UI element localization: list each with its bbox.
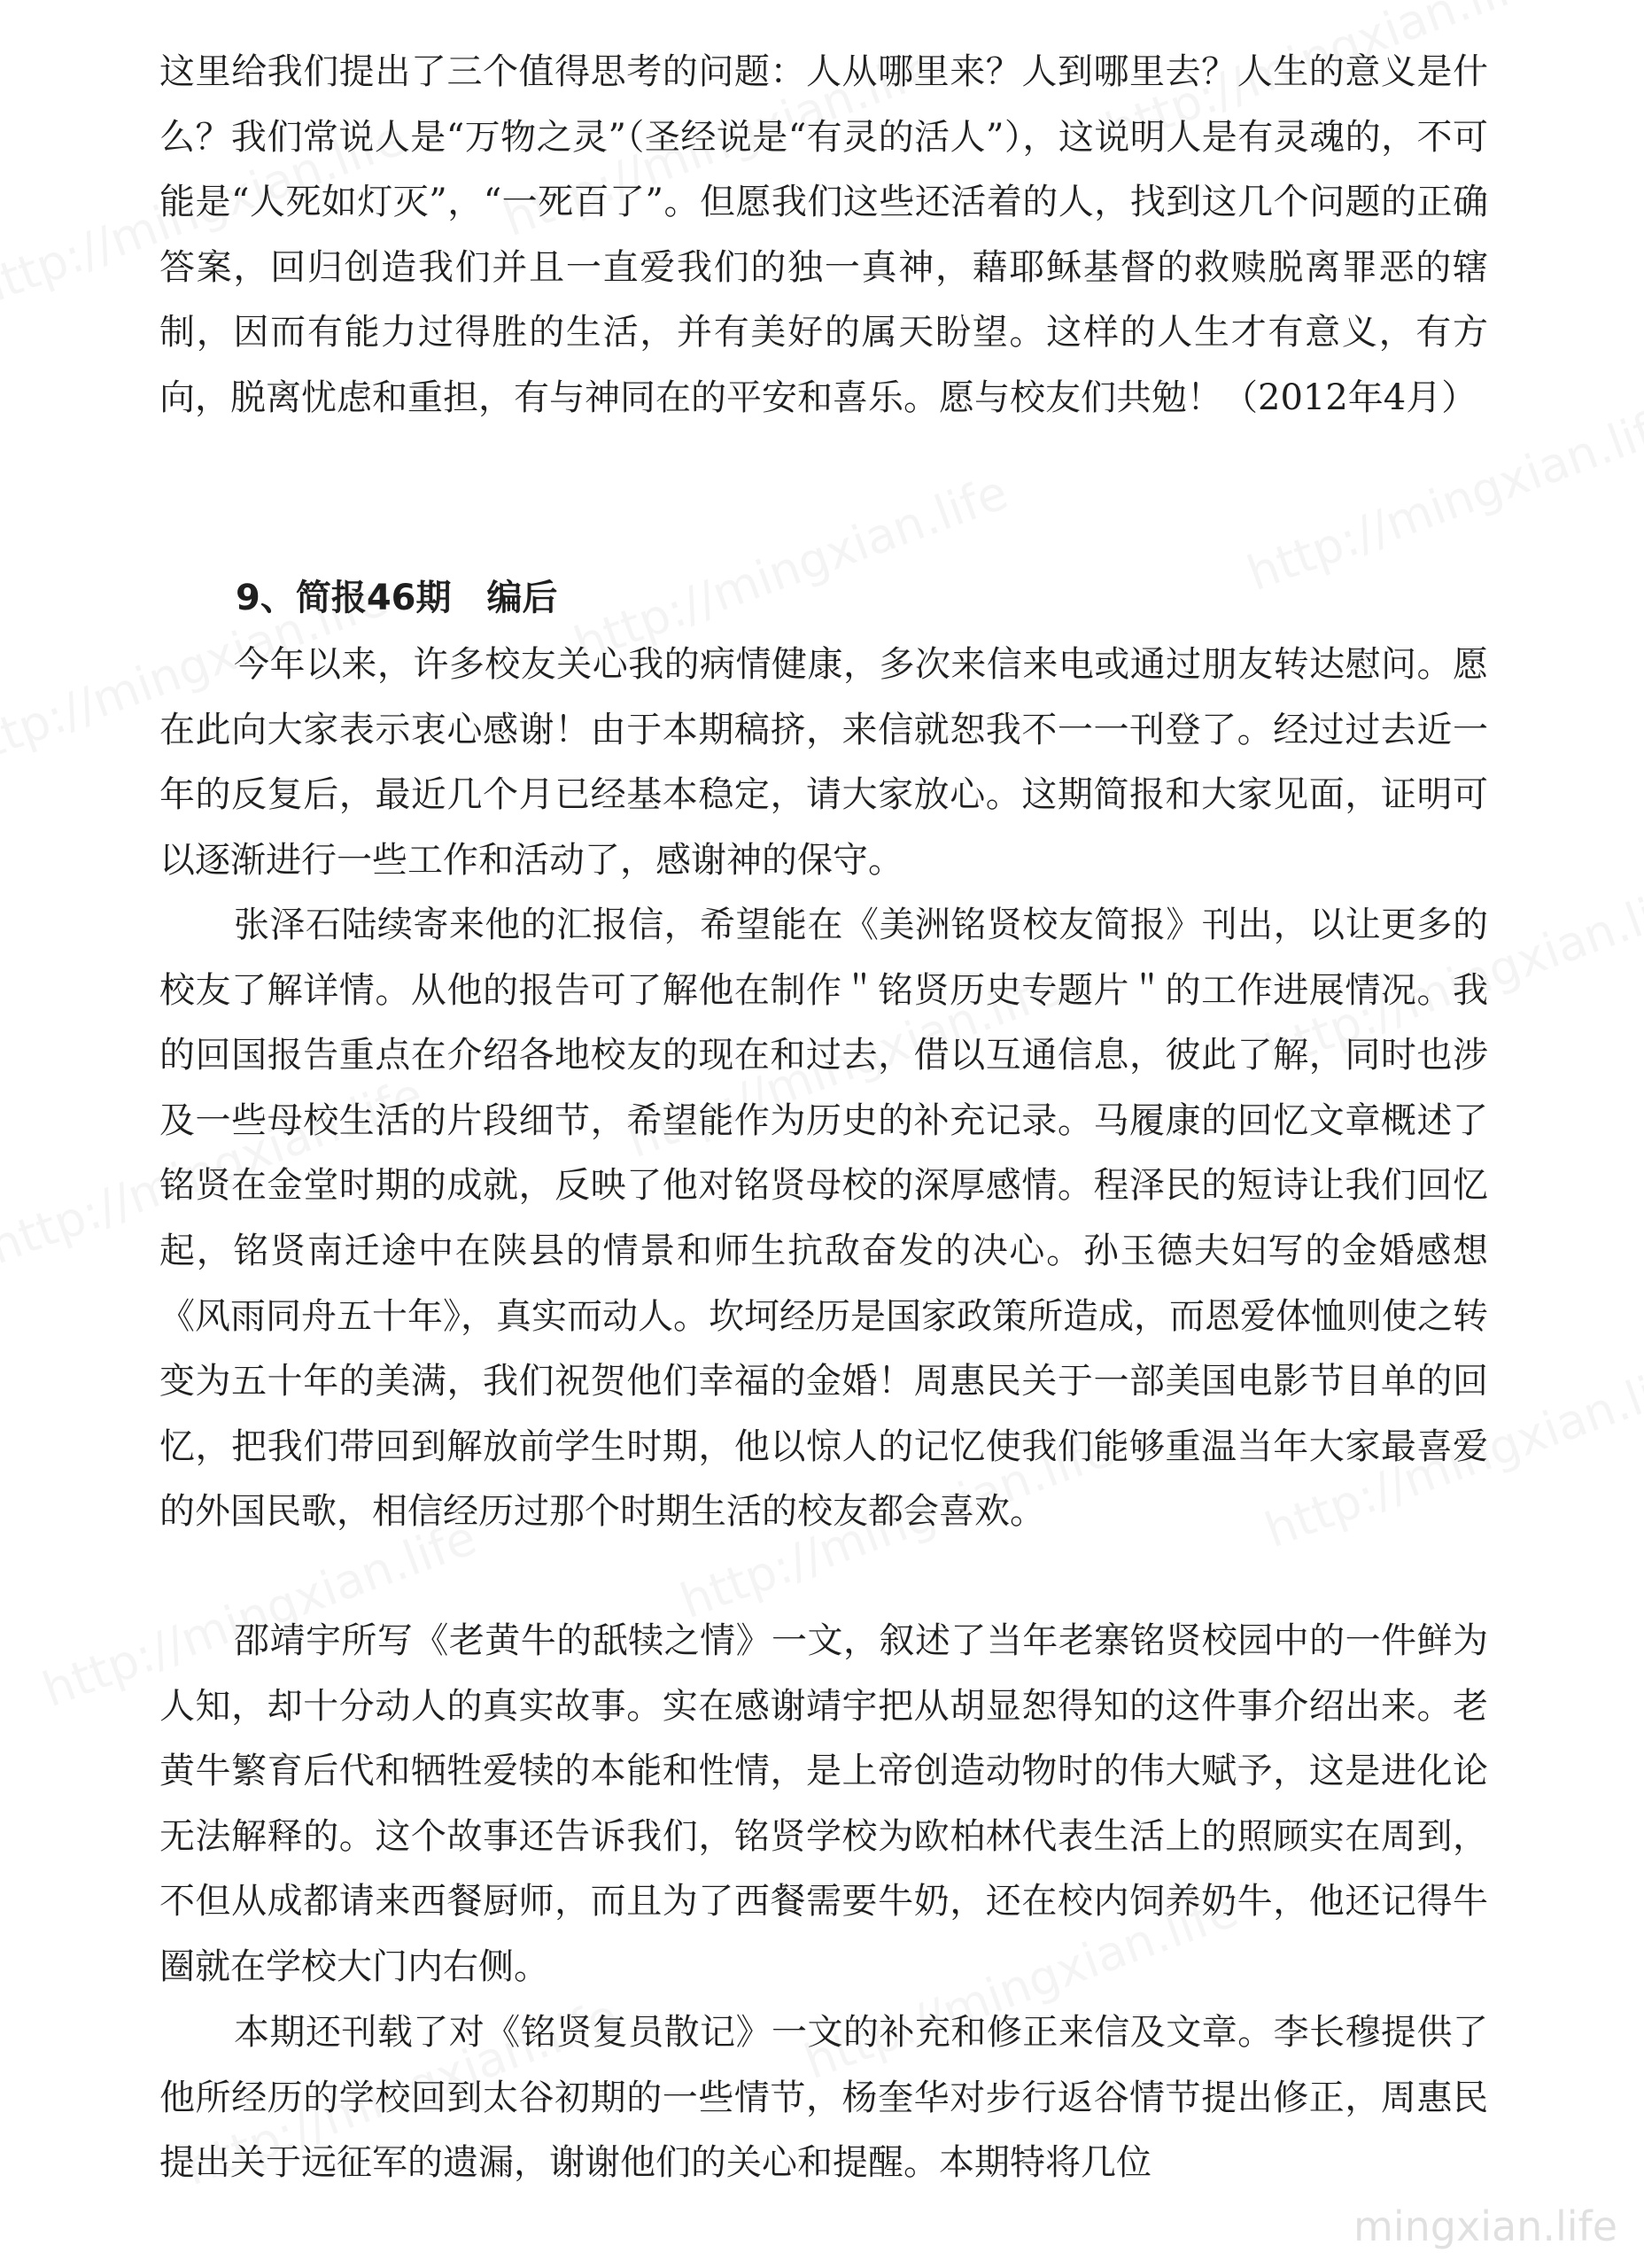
paragraph-old-cattle-story: 邵靖宇所写《老黄牛的舐犊之情》一文，叙述了当年老寨铭贤校园中的一件鲜为人知，却十分动人的真实故事。实在感谢靖宇把从胡显恕得知的这件事介绍出来。老黄牛繁育后代和牺牲爱犊的本能和性情，是上帝创造动物时的伟大赋予，这是进化论无法解释的。这个故事还告诉我们，铭贤学校为欧柏林代表生活上的照顾实在周到，不但从成都请来西餐厨师，而且为了西餐需要牛奶，还在校内饲养奶牛，他还记得牛圈就在学校大门内右侧。 xyxy=(159,1620,1488,1987)
paragraph-issue-contents: 张泽石陆续寄来他的汇报信，希望能在《美洲铭贤校友简报》刊出，以让更多的校友了解详情。从他的报告可了解他在制作＂铭贤历史专题片＂的工作进展情况。我的回国报告重点在介绍各地校友的现在和过去，借以互通信息，彼此了解，同时也涉及一些母校生活的片段细节，希望能作为历史的补充记录。马履康的回忆文章概述了铭贤在金堂时期的成就，反映了他对铭贤母校的深厚感情。程泽民的短诗让我们回忆起，铭贤南迁途中在陕县的情景和师生抗敌奋发的决心。孙玉德夫妇写的金婚感想《风雨同舟五十年》，真实而动人。坎坷经历是国家政策所造成，而恩爱体恤则使之转变为五十年的美满，我们祝贺他们幸福的金婚！周惠民关于一部美国电影节目单的回忆，把我们带回到解放前学生时期，他以惊人的记忆使我们能够重温当年大家最喜爱的外国民歌，相信经历过那个时期生活的校友都会喜欢。 xyxy=(159,905,1488,1533)
section-heading: 9、简报46期 编后 xyxy=(236,578,558,618)
paragraph-health-update: 今年以来，许多校友关心我的病情健康，多次来信来电或通过朋友转达慰问。愿在此向大家表示衷心感谢！由于本期稿挤，来信就恕我不一一刊登了。经过过去近一年的反复后，最近几个月已经基本稳定，请大家放心。这期简报和大家见面，证明可以逐渐进行一些工作和活动了，感谢神的保守。 xyxy=(159,644,1488,881)
intro-paragraph: 这里给我们提出了三个值得思考的问题：人从哪里来？人到哪里去？人生的意义是什么？我们常说人是“万物之灵”（圣经说是“有灵的活人”），这说明人是有灵魂的，不可能是“人死如灯灭”，“一死百了”。但愿我们这些还活着的人，找到这几个问题的正确答案，回归创造我们并且一直爱我们的独一真神，藉耶稣基督的救赎脱离罪恶的辖制，因而有能力过得胜的生活，并有美好的属天盼望。这样的人生才有意义，有方向，脱离忧虑和重担，有与神同在的平安和喜乐。愿与校友们共勉！（2012年4月） xyxy=(159,51,1488,418)
paragraph-corrections: 本期还刊载了对《铭贤复员散记》一文的补充和修正来信及文章。李长穆提供了他所经历的学校回到太谷初期的一些情节，杨奎华对步行返谷情节提出修正，周惠民提出关于远征军的遗漏，谢谢他们的关心和提醒。本期特将几位 xyxy=(159,2012,1488,2184)
footer-watermark: mingxian.life xyxy=(1353,2202,1617,2250)
